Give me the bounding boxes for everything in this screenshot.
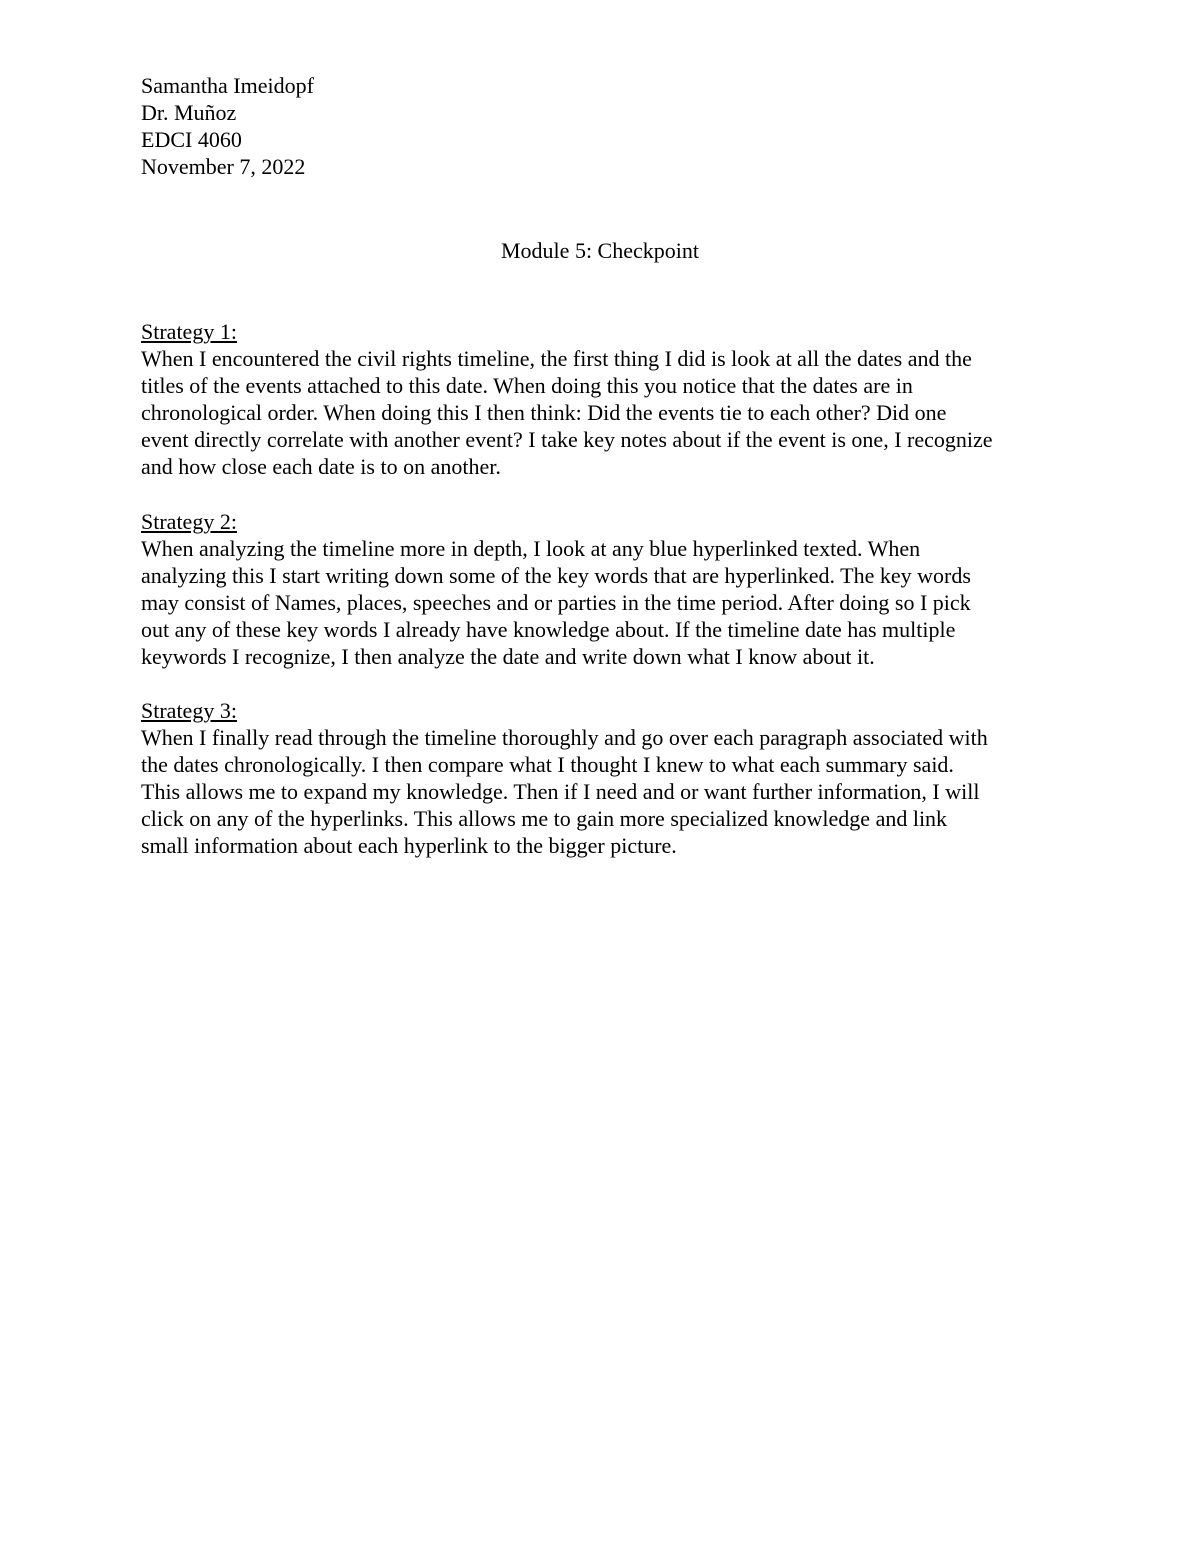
paragraph-line: click on any of the hyperlinks. This allows me to gain more specialized knowledge and link <box>141 806 948 831</box>
paragraph-line: event directly correlate with another event? I take key notes about if the event is one, I recognize <box>141 427 993 452</box>
paragraph-line: When I finally read through the timeline thoroughly and go over each paragraph associated with <box>141 725 988 750</box>
strategy-section-1 <box>141 318 1071 480</box>
strategy-section-2 <box>141 508 1071 670</box>
paragraph-line: chronological order. When doing this I then think: Did the events tie to each other? Did one <box>141 400 947 425</box>
paragraph-line: This allows me to expand my knowledge. Then if I need and or want further information, I will <box>141 779 980 804</box>
paragraph-line: may consist of Names, places, speeches and or parties in the time period. After doing so I pick <box>141 590 971 615</box>
paragraph-line: the dates chronologically. I then compare what I thought I knew to what each summary said. <box>141 752 954 777</box>
author-name: Samantha Imeidopf <box>141 73 314 98</box>
instructor-name: Dr. Muñoz <box>141 100 237 125</box>
strategy-heading: Strategy 3: <box>141 698 237 723</box>
paragraph-line: out any of these key words I already have knowledge about. If the timeline date has multiple <box>141 617 956 642</box>
course-code: EDCI 4060 <box>141 127 242 152</box>
paragraph-line: When analyzing the timeline more in depth, I look at any blue hyperlinked texted. When <box>141 536 921 561</box>
paragraph-line: small information about each hyperlink to the bigger picture. <box>141 833 677 858</box>
document-title: Module 5: Checkpoint <box>501 238 699 263</box>
document-date: November 7, 2022 <box>141 154 306 179</box>
paragraph-line: titles of the events attached to this date. When doing this you notice that the dates are in <box>141 373 913 398</box>
paragraph-line: analyzing this I start writing down some of the key words that are hyperlinked. The key words <box>141 563 971 588</box>
strategy-heading: Strategy 2: <box>141 509 237 534</box>
paragraph-line: keywords I recognize, I then analyze the date and write down what I know about it. <box>141 644 875 669</box>
document-header <box>141 72 1041 180</box>
strategy-heading: Strategy 1: <box>141 319 237 344</box>
paragraph-line: and how close each date is to on another. <box>141 454 501 479</box>
strategy-section-3 <box>141 697 1071 859</box>
paragraph-line: When I encountered the civil rights timeline, the first thing I did is look at all the dates and the <box>141 346 972 371</box>
